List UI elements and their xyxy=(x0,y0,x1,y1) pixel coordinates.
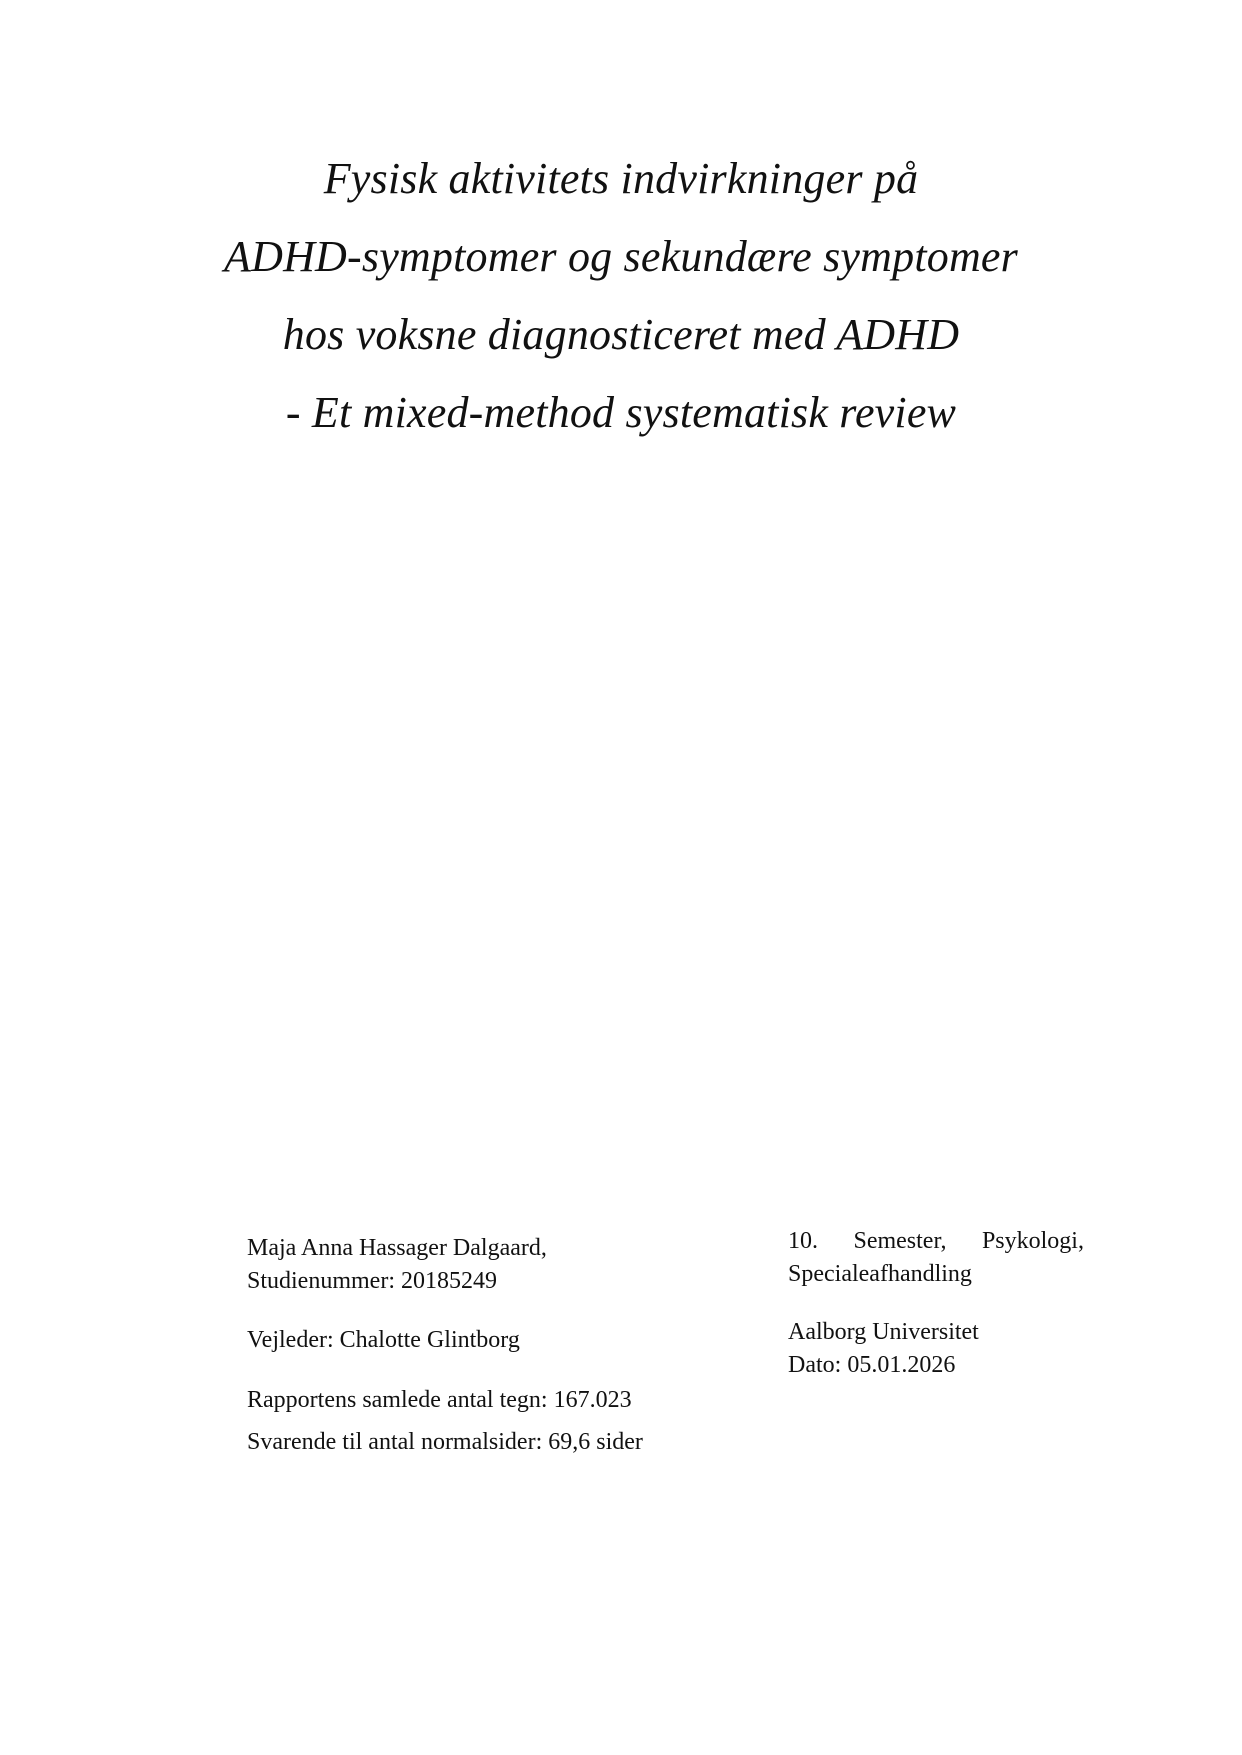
submission-date: Dato: 05.01.2026 xyxy=(788,1352,956,1378)
university: Aalborg Universitet xyxy=(788,1319,979,1345)
author-name: Maja Anna Hassager Dalgaard, xyxy=(247,1235,547,1261)
semester-word: Semester, xyxy=(853,1228,947,1254)
normal-pages: Svarende til antal normalsider: 69,6 sider xyxy=(247,1429,643,1455)
title-line-2: ADHD-symptomer og sekundære symptomer xyxy=(224,232,1018,281)
semester-justified xyxy=(788,1225,1084,1258)
field-of-study: Psykologi, xyxy=(981,1228,1084,1254)
character-count: Rapportens samlede antal tegn: 167.023 xyxy=(247,1387,632,1413)
student-number: Studienummer: 20185249 xyxy=(247,1268,497,1294)
semester-line xyxy=(788,1225,1084,1258)
title-line-4-subtitle: - Et mixed-method systematisk review xyxy=(285,388,957,437)
title-line-1: Fysisk aktivitets indvirkninger på xyxy=(323,154,919,203)
document-title xyxy=(0,140,1242,452)
semester-number: 10. xyxy=(788,1228,818,1254)
supervisor: Vejleder: Chalotte Glintborg xyxy=(247,1327,520,1353)
thesis-type: Specialeafhandling xyxy=(788,1261,972,1287)
title-line-3: hos voksne diagnosticeret med ADHD xyxy=(282,310,960,359)
